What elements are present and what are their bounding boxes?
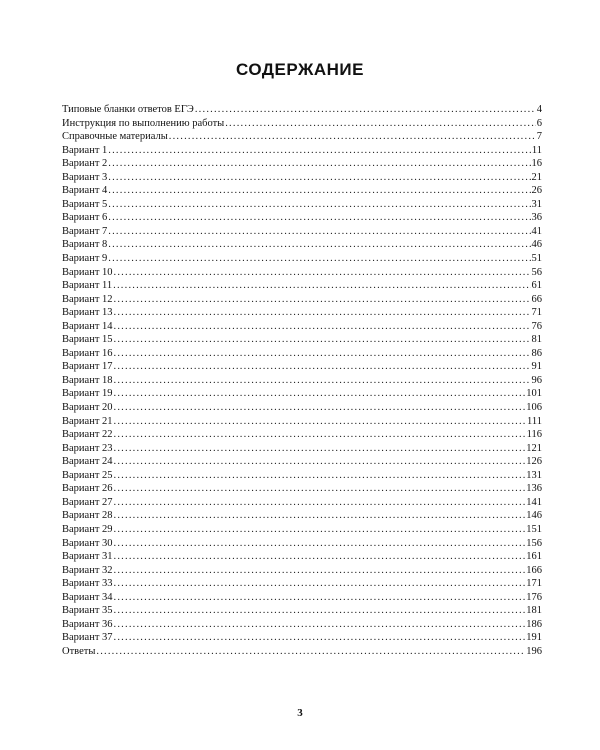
toc-leader-dots: [114, 509, 526, 523]
toc-entry-label: Вариант 11: [62, 280, 113, 292]
toc-entry-label: Вариант 34: [62, 591, 113, 603]
toc-leader-dots: [195, 103, 536, 117]
toc-leader-dots: [114, 347, 531, 361]
toc-entry-page: 171: [526, 578, 542, 590]
toc-entry: [62, 293, 542, 307]
toc-entry-page: 91: [531, 361, 542, 373]
toc-leader-dots: [114, 428, 526, 442]
toc-leader-dots: [114, 550, 526, 564]
toc-entry-label: Вариант 35: [62, 605, 113, 617]
toc-entry-page: 61: [531, 280, 542, 292]
toc-entry: [62, 401, 542, 415]
toc-entry-page: 126: [526, 456, 542, 468]
toc-leader-dots: [114, 537, 526, 551]
toc-entry-label: Вариант 26: [62, 483, 113, 495]
toc-entry-page: 11: [531, 144, 542, 156]
toc-leader-dots: [114, 577, 526, 591]
toc-entry-label: Типовые бланки ответов ЕГЭ: [62, 104, 194, 115]
toc-entry-page: 101: [526, 388, 542, 400]
toc-entry-page: 76: [531, 320, 542, 332]
toc-entry: [62, 509, 542, 523]
toc-entry: [62, 550, 542, 564]
toc-leader-dots: [114, 631, 526, 645]
toc-entry-page: 7: [536, 131, 542, 143]
toc-entry: [62, 130, 542, 144]
toc-entry-label: Вариант 16: [62, 347, 113, 359]
toc-entry: [62, 225, 542, 239]
toc-leader-dots: [114, 604, 526, 618]
toc-entry-page: 4: [536, 104, 542, 115]
toc-entry-page: 141: [526, 496, 542, 508]
toc-entry-label: Вариант 2: [62, 158, 108, 170]
toc-entry: [62, 455, 542, 469]
toc-entry-page: 151: [526, 523, 542, 535]
toc-leader-dots: [114, 306, 531, 320]
toc-entry: [62, 631, 542, 645]
toc-entry-page: 156: [526, 537, 542, 549]
toc-entry-page: 81: [531, 334, 542, 346]
toc-entry-label: Вариант 20: [62, 402, 113, 414]
toc-entry-label: Вариант 28: [62, 510, 113, 522]
toc-entry-page: 71: [531, 307, 542, 319]
toc-entry-label: Вариант 37: [62, 632, 113, 644]
toc-entry-label: Вариант 36: [62, 618, 113, 630]
toc-entry-page: 26: [531, 185, 542, 197]
toc-entry: [62, 306, 542, 320]
toc-entry-label: Вариант 9: [62, 253, 108, 265]
toc-entry-label: Вариант 30: [62, 537, 113, 549]
toc-entry-label: Вариант 17: [62, 361, 113, 373]
toc-entry: [62, 645, 542, 659]
toc-entry-label: Вариант 6: [62, 212, 108, 224]
toc-leader-dots: [114, 320, 531, 334]
toc-leader-dots: [114, 401, 526, 415]
toc-entry: [62, 537, 542, 551]
toc-leader-dots: [114, 564, 526, 578]
toc-entry: [62, 103, 542, 117]
toc-entry-label: Справочные материалы: [62, 131, 168, 143]
toc-entry-page: 51: [531, 253, 542, 265]
toc-entry: [62, 347, 542, 361]
toc-leader-dots: [108, 171, 530, 185]
toc-entry-label: Вариант 10: [62, 266, 113, 278]
toc-entry-label: Вариант 31: [62, 551, 113, 563]
toc-entry: [62, 618, 542, 632]
toc-entry: [62, 144, 542, 158]
page-title: СОДЕРЖАНИЕ: [236, 60, 364, 79]
toc-entry-label: Вариант 3: [62, 171, 108, 183]
toc-entry-page: 86: [531, 347, 542, 359]
toc-entry: [62, 469, 542, 483]
toc-entry-page: 181: [526, 605, 542, 617]
toc-leader-dots: [108, 198, 530, 212]
toc-leader-dots: [114, 455, 526, 469]
toc-leader-dots: [114, 333, 531, 347]
toc-leader-dots: [114, 360, 531, 374]
toc-entry-label: Вариант 8: [62, 239, 108, 251]
toc-entry: [62, 157, 542, 171]
toc-leader-dots: [114, 442, 526, 456]
toc-entry: [62, 496, 542, 510]
toc-entry: [62, 591, 542, 605]
toc-leader-dots: [114, 482, 526, 496]
toc-entry-page: 146: [526, 510, 542, 522]
toc-entry-label: Вариант 14: [62, 320, 113, 332]
toc-entry-label: Вариант 21: [62, 415, 113, 427]
toc-entry: [62, 523, 542, 537]
toc-entry-label: Вариант 18: [62, 374, 113, 386]
toc-entry-page: 16: [531, 158, 542, 170]
toc-leader-dots: [108, 225, 530, 239]
toc-entry-label: Вариант 33: [62, 578, 113, 590]
toc-leader-dots: [114, 415, 526, 429]
toc-entry-page: 96: [531, 374, 542, 386]
toc-entry-label: Вариант 12: [62, 293, 113, 305]
toc-entry: [62, 117, 542, 131]
toc-leader-dots: [114, 496, 526, 510]
toc-leader-dots: [114, 591, 526, 605]
toc-entry: [62, 387, 542, 401]
toc-entry-page: 46: [531, 239, 542, 251]
toc-leader-dots: [114, 618, 526, 632]
toc-entry: [62, 171, 542, 185]
toc-leader-dots: [108, 144, 531, 158]
toc-entry: [62, 184, 542, 198]
toc-leader-dots: [114, 387, 526, 401]
toc-entry: [62, 252, 542, 266]
toc-entry: [62, 333, 542, 347]
toc-entry-page: 196: [526, 645, 542, 657]
toc-entry: [62, 360, 542, 374]
toc-leader-dots: [108, 184, 530, 198]
toc-entry: [62, 279, 542, 293]
toc-leader-dots: [108, 211, 530, 225]
toc-entry-label: Вариант 32: [62, 564, 113, 576]
toc-entry-page: 111: [527, 415, 542, 427]
toc-entry-label: Вариант 5: [62, 198, 108, 210]
toc-entry: [62, 604, 542, 618]
toc-entry-label: Вариант 19: [62, 388, 113, 400]
toc-entry: [62, 482, 542, 496]
toc-entry: [62, 374, 542, 388]
toc-leader-dots: [96, 645, 525, 659]
toc-entry-label: Ответы: [62, 645, 96, 657]
table-of-contents: [62, 103, 542, 658]
toc-entry-page: 166: [526, 564, 542, 576]
toc-leader-dots: [114, 469, 526, 483]
toc-entry-label: Вариант 29: [62, 523, 113, 535]
toc-entry-label: Вариант 24: [62, 456, 113, 468]
toc-entry-page: 176: [526, 591, 542, 603]
toc-entry: [62, 442, 542, 456]
toc-entry-label: Вариант 7: [62, 225, 108, 237]
toc-entry-page: 121: [526, 442, 542, 454]
toc-entry-label: Вариант 4: [62, 185, 108, 197]
toc-entry-label: Вариант 27: [62, 496, 113, 508]
toc-entry-label: Вариант 13: [62, 307, 113, 319]
toc-entry-page: 6: [536, 117, 542, 129]
toc-leader-dots: [114, 266, 531, 280]
toc-entry-page: 66: [531, 293, 542, 305]
toc-entry-label: Вариант 1: [62, 144, 108, 156]
toc-entry-page: 191: [526, 632, 542, 644]
toc-entry: [62, 238, 542, 252]
toc-entry: [62, 211, 542, 225]
toc-leader-dots: [114, 374, 531, 388]
toc-entry-page: 186: [526, 618, 542, 630]
toc-leader-dots: [108, 252, 530, 266]
toc-leader-dots: [113, 279, 530, 293]
toc-leader-dots: [114, 293, 531, 307]
toc-entry-page: 36: [531, 212, 542, 224]
toc-entry-page: 136: [526, 483, 542, 495]
toc-entry-page: 31: [531, 198, 542, 210]
toc-leader-dots: [225, 117, 536, 131]
toc-entry-label: Вариант 23: [62, 442, 113, 454]
toc-entry-label: Инструкция по выполнению работы: [62, 117, 225, 129]
toc-entry-page: 41: [531, 225, 542, 237]
toc-entry-page: 106: [526, 402, 542, 414]
toc-entry-label: Вариант 15: [62, 334, 113, 346]
page-number: 3: [297, 707, 303, 719]
toc-entry: [62, 428, 542, 442]
toc-entry: [62, 266, 542, 280]
toc-leader-dots: [114, 523, 526, 537]
toc-leader-dots: [108, 238, 530, 252]
toc-entry-page: 161: [526, 551, 542, 563]
toc-entry: [62, 320, 542, 334]
toc-entry-label: Вариант 22: [62, 429, 113, 441]
toc-leader-dots: [169, 130, 536, 144]
toc-entry: [62, 198, 542, 212]
toc-entry: [62, 577, 542, 591]
toc-entry-page: 131: [526, 469, 542, 481]
toc-entry-page: 116: [526, 429, 542, 441]
toc-entry: [62, 415, 542, 429]
toc-entry-page: 56: [531, 266, 542, 278]
toc-entry-page: 21: [531, 171, 542, 183]
toc-leader-dots: [108, 157, 530, 171]
toc-entry-label: Вариант 25: [62, 469, 113, 481]
toc-entry: [62, 564, 542, 578]
